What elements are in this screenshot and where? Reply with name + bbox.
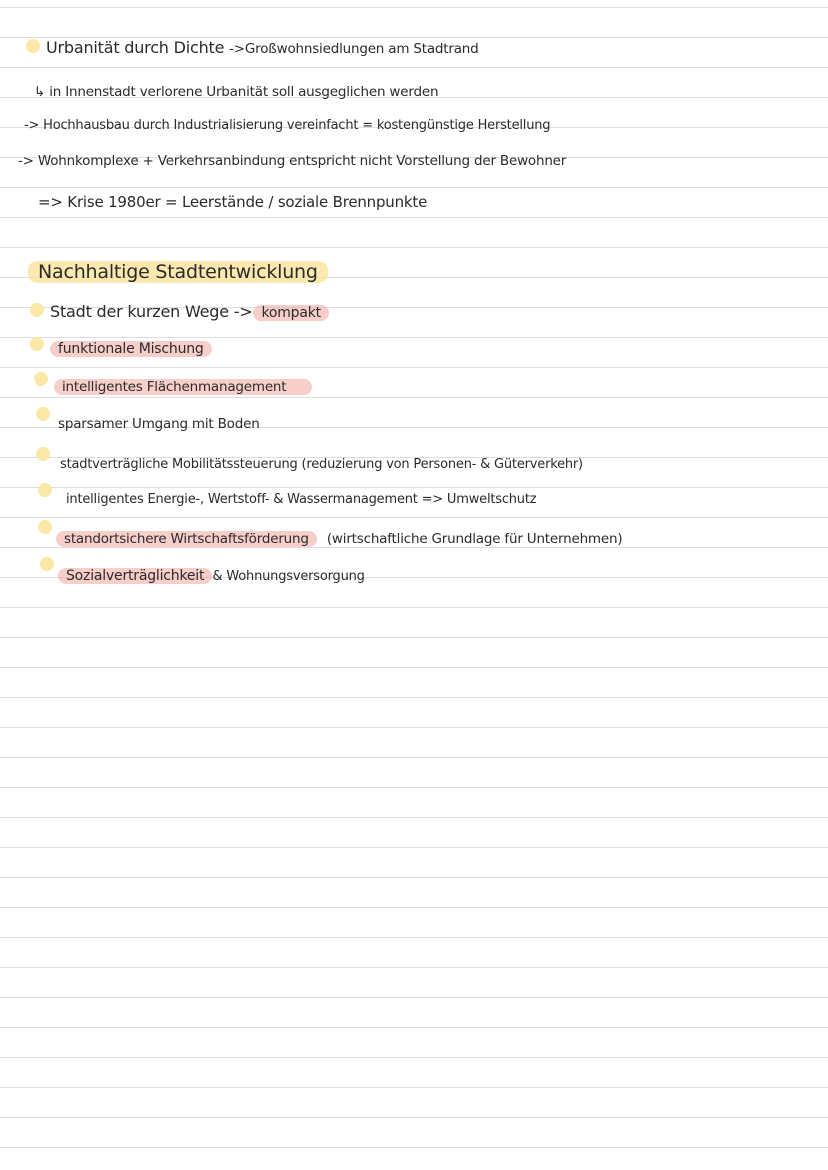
list-item-8-highlight: Sozialverträglichkeit: [58, 568, 212, 584]
list-item-7-text: (wirtschaftliche Grundlage für Unternehmen): [326, 531, 623, 547]
list-item-2-text: funktionale Mischung: [50, 341, 212, 357]
note-line-1-main: Urbanität durch Dichte: [46, 38, 225, 57]
list-item-3-text: intelligentes Flächenmanagement: [54, 379, 312, 395]
list-item-8: [62, 566, 365, 587]
note-line-5-text: => Krise 1980er = Leerstände / soziale Brennpunkte: [38, 193, 428, 211]
bullet-dot: [30, 337, 44, 351]
bullet-dot: [38, 483, 52, 497]
note-line-2: [34, 82, 438, 102]
list-item-4-text: sparsamer Umgang mit Boden: [58, 416, 260, 432]
list-item-5-text: stadtverträgliche Mobilitätssteuerung (reduzierung von Personen- & Güterverkehr): [60, 457, 583, 472]
list-item-4: [58, 414, 260, 434]
bullet-dot: [34, 372, 48, 386]
bullet-dot: [40, 557, 54, 571]
list-item-1: [50, 302, 325, 323]
list-item-1-text: Stadt der kurzen Wege ->: [50, 302, 253, 321]
list-item-6-text: intelligentes Energie-, Wertstoff- & Wassermanagement => Umweltschutz: [66, 492, 537, 507]
note-line-1-arrow: ->Großwohnsiedlungen am Stadtrand: [229, 41, 479, 57]
bullet-dot: [30, 303, 44, 317]
bullet-dot: [38, 520, 52, 534]
bullet-dot: [36, 447, 50, 461]
list-item-1-highlight: kompakt: [253, 305, 328, 321]
note-line-1: [46, 38, 479, 59]
list-item-5: [60, 455, 583, 475]
note-line-4-text: -> Wohnkomplexe + Verkehrsanbindung entspricht nicht Vorstellung der Bewohner: [18, 153, 567, 169]
bullet-dot: [26, 39, 40, 53]
note-line-2-text: ↳ in Innenstadt verlorene Urbanität soll ausgeglichen werden: [34, 84, 439, 100]
section-heading: [34, 262, 322, 282]
list-item-3: [58, 377, 308, 397]
list-item-8-text: & Wohnungsversorgung: [212, 569, 365, 584]
list-item-7-highlight: standortsichere Wirtschaftsförderung: [56, 531, 317, 547]
section-heading-text: Nachhaltige Stadtentwicklung: [28, 261, 328, 283]
note-line-3-text: -> Hochhausbau durch Industrialisierung vereinfacht = kostengünstige Herstellung: [24, 118, 551, 133]
bullet-dot: [36, 407, 50, 421]
note-line-4: [18, 151, 566, 171]
list-item-2: [54, 339, 208, 359]
note-line-3: [24, 116, 550, 136]
note-line-5: [38, 192, 427, 212]
list-item-7: [60, 529, 622, 549]
list-item-6: [66, 490, 536, 510]
